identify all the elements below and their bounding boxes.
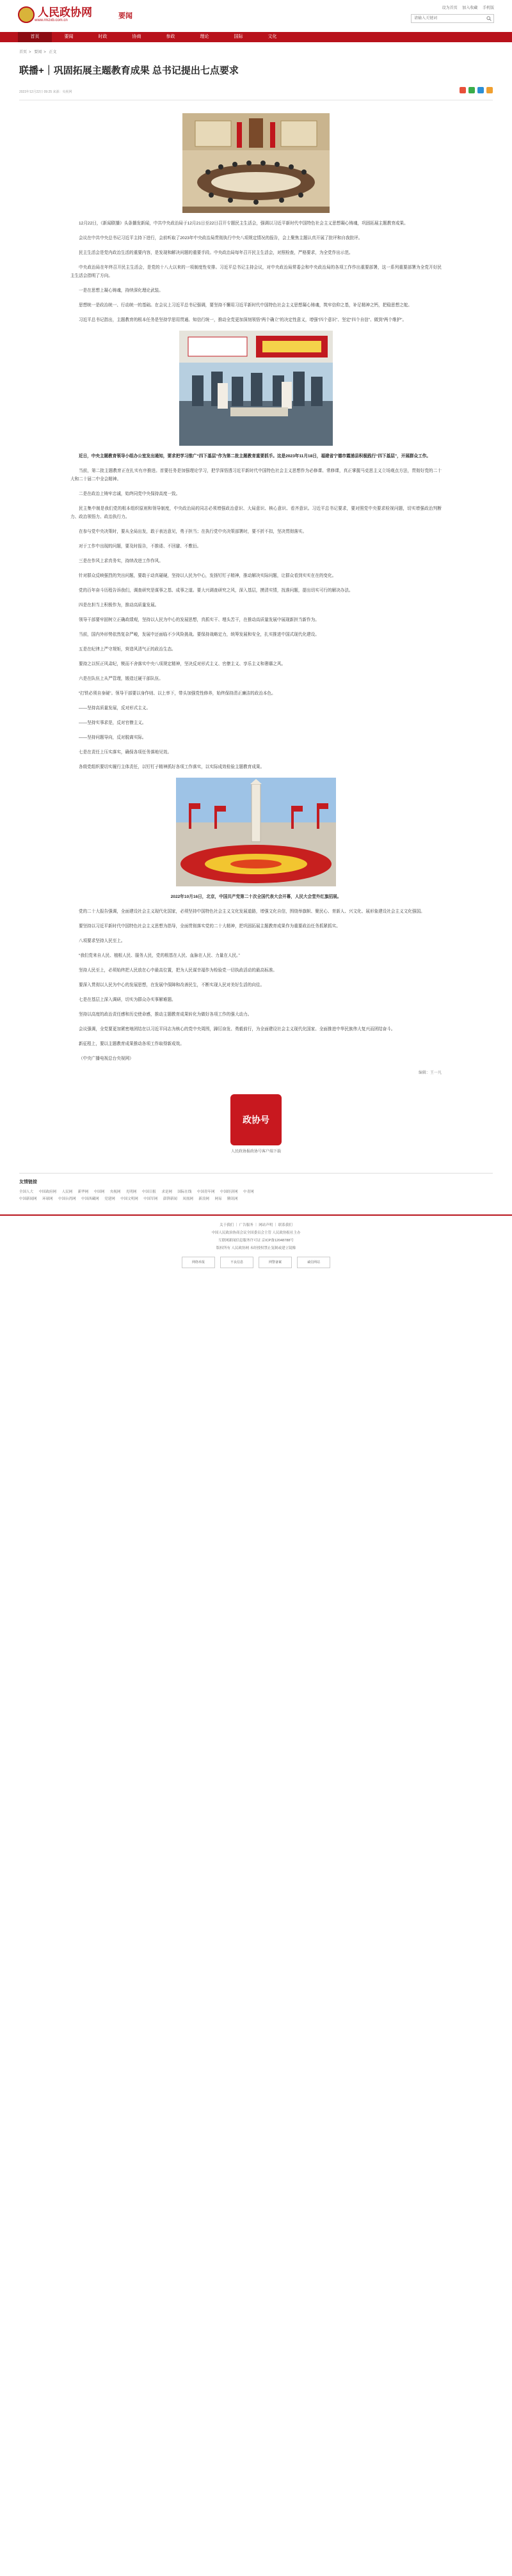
top-link-mobile[interactable]: 手机版 xyxy=(482,6,494,10)
paragraph: 针对群众反映强烈的突出问题，要敢于动真碰硬，坚持以人民为中心，发扬钉钉子精神，推动解决实际问题，让群众看到实实在在的变化。 xyxy=(79,574,337,578)
nav-item-home[interactable]: 首页 xyxy=(18,32,52,42)
search-input[interactable] xyxy=(412,15,484,22)
friend-link[interactable]: 中国军网 xyxy=(143,1197,158,1201)
friend-link[interactable]: 中国文明网 xyxy=(120,1197,138,1201)
nav-item-consult[interactable]: 协商 xyxy=(132,35,141,39)
article-date-source: 2023年12月22日 09:25 来源：央视网 xyxy=(19,90,72,94)
footer-badge[interactable]: 不良信息 xyxy=(220,1257,253,1268)
photo-caption-bold: 近日，中央主题教育领导小组办公室发出通知，要求把学习推广“四下基层”作为第二批主题教育重要抓手。这是2023年11月18日，福建省宁德市霞浦县积极践行“四下基层”，开展群众工作。 xyxy=(79,454,431,459)
emblem-icon xyxy=(18,6,35,23)
article-meta xyxy=(19,90,493,100)
paragraph: 坚持人民至上，必须始终把人民放在心中最高位置，把为人民谋幸福作为检验党一切执政活动的最高标准。 xyxy=(79,968,277,973)
friend-link[interactable]: 新浪网 xyxy=(198,1197,209,1201)
friend-link[interactable]: 央视网 xyxy=(109,1190,121,1194)
site-header xyxy=(0,0,512,32)
nav-item-culture[interactable]: 文化 xyxy=(268,35,277,39)
section-name: 要闻 xyxy=(118,12,132,20)
app-qr-code[interactable]: 政协号 xyxy=(230,1094,282,1145)
nav-item-politics[interactable]: 时政 xyxy=(98,35,108,39)
friend-links-row xyxy=(19,1196,493,1203)
friend-link[interactable]: 环球网 xyxy=(42,1197,53,1201)
site-logo[interactable] xyxy=(18,6,92,23)
top-link-favorite[interactable]: 加入收藏 xyxy=(462,6,478,10)
friend-link[interactable]: 党建网 xyxy=(104,1197,115,1201)
square-flowers-photo xyxy=(176,778,336,886)
friend-link[interactable]: 中国政府网 xyxy=(38,1190,57,1194)
friend-link[interactable]: 全国人大 xyxy=(19,1190,34,1194)
breadcrumb-home[interactable]: 首页 xyxy=(19,51,28,54)
app-download-caption: 人民政协报政协号客户端下载 xyxy=(230,1150,281,1154)
breadcrumb-current: 正文 xyxy=(49,51,57,54)
paragraph: 要坚持以习近平新时代中国特色社会主义思想为指导，全面贯彻落实党的二十大精神，把巩固拓展主题教育成果作为重要政治任务抓紧抓实。 xyxy=(79,924,340,929)
footer-badge[interactable]: 网络举报 xyxy=(182,1257,215,1268)
paragraph: 坚持以高度的政治责任感和历史使命感，推动主题教育成果转化为做好各项工作的强大动力。 xyxy=(79,1012,252,1017)
paragraph: 新征程上，要以主题教育成果推动各项工作取得新成效。 xyxy=(79,1042,184,1046)
app-download[interactable] xyxy=(211,1094,301,1154)
friend-link[interactable]: 中国台湾网 xyxy=(58,1197,76,1201)
paragraph: 思想统一是政治统一、行动统一的基础。在会议上习近平总书记强调，要坚持不懈用习近平新时代中国特色社会主义思想凝心铸魂，筑牢信仰之基，补足精神之钙，把稳思想之舵。 xyxy=(79,303,412,308)
paragraph: 五是在纪律上严守规矩，营造风清气正的政治生态。 xyxy=(79,647,176,652)
paragraph: 二是在政治上铸牢忠诚，始终同党中央保持高度一致。 xyxy=(79,492,180,496)
paragraph: 对于工作中出现的问题，要及时报告，不推诿、不回避、不敷衍。 xyxy=(79,544,202,549)
friend-link[interactable]: 中国日报 xyxy=(141,1190,156,1194)
nav-item-theory[interactable]: 理论 xyxy=(200,35,209,39)
friend-link[interactable]: 凤凰网 xyxy=(182,1197,193,1201)
friend-link[interactable]: 新华网 xyxy=(77,1190,89,1194)
friend-link[interactable]: 人民网 xyxy=(61,1190,73,1194)
breadcrumb: 首页 > 要闻 > 正文 xyxy=(19,51,57,54)
paragraph: 党的百年奋斗历程告诉我们，调查研究是谋事之基、成事之道。要大兴调查研究之风，深入基层，摸清实情，找准问题，提出切实可行的解决办法。 xyxy=(79,588,353,593)
paragraph: 各级党组织要切实履行主体责任，以钉钉子精神抓好各项工作落实，以实际成效检验主题教育成果。 xyxy=(79,765,265,769)
nav-item-news[interactable]: 要闻 xyxy=(64,35,74,39)
paragraph: 要持之以恒正风肃纪，锲而不舍落实中央八项规定精神，坚决反对形式主义、官僚主义、享乐主义和奢靡之风。 xyxy=(79,662,286,666)
meeting-photo xyxy=(182,113,330,213)
paragraph: 会议在中共中央总书记习近平主持下进行，会前听取了2023年中央政治局贯彻执行中央八项规定情况的报告，会上聚焦主题认真开展了批评和自我批评。 xyxy=(79,236,363,240)
friend-link[interactable]: 中国经济网 xyxy=(220,1190,238,1194)
paragraph: 领导干部要牢固树立正确政绩观，坚持以人民为中心的发展思想，真抓实干、埋头苦干，在推动高质量发展中展现新担当新作为。 xyxy=(79,618,319,622)
site-footer xyxy=(0,1214,512,1268)
footer-badge[interactable]: 诚信网站 xyxy=(297,1257,330,1268)
friend-link[interactable]: 国际在线 xyxy=(177,1190,192,1194)
search-icon xyxy=(486,16,492,21)
article-body xyxy=(70,100,442,1154)
paragraph: 习近平总书记指出，主题教育的根本任务是坚持学思用贯通、知信行统一，推动全党更加深刻领悟“两个确立”的决定性意义，增强“四个意识”、坚定“四个自信”、做到“两个维护”。 xyxy=(79,318,407,322)
article-title: 联播+｜巩固拓展主题教育成果 总书记提出七点要求 xyxy=(19,65,239,76)
footer-badge[interactable]: 网警备案 xyxy=(259,1257,292,1268)
footer-badges xyxy=(0,1257,512,1268)
paragraph: 要深入贯彻以人民为中心的发展思想，在发展中保障和改善民生，不断实现人民对美好生活的向往。 xyxy=(79,983,265,987)
paragraph: 在参与党中央决策时，要从全局出发，敢于表达意见，勇于担当；在执行党中央决策部署时，要不折不扣，坚决贯彻落实。 xyxy=(79,530,307,534)
paragraph: “我们党来自人民、植根人民、服务人民，党的根基在人民、血脉在人民、力量在人民。” xyxy=(79,954,240,958)
paragraph: 三是在作风上求真务实，持续改进工作作风。 xyxy=(79,559,163,563)
paragraph: ——坚持高质量发展，反对形式主义。 xyxy=(79,706,151,711)
friend-links-row xyxy=(19,1189,493,1196)
friend-link[interactable]: 中国西藏网 xyxy=(81,1197,99,1201)
paragraph: 12月22日，《新闻联播》头条播发新闻，中共中央政治局于12月21日至22日召开专题民主生活会，强调以习近平新时代中国特色社会主义思想凝心铸魂，巩固拓展主题教育成果。 xyxy=(79,221,408,226)
footer-nav-links[interactable]: 关于我们 ｜ 广告服务 ｜ 网站声明 ｜ 联系我们 xyxy=(220,1223,292,1227)
friend-link[interactable]: 腾讯网 xyxy=(227,1197,238,1201)
footer-copyright: 版权所有 人民政协网 未经授权禁止复制或建立镜像 xyxy=(216,1246,296,1250)
friend-link[interactable]: 光明网 xyxy=(125,1190,137,1194)
outdoor-event-photo xyxy=(179,331,333,446)
paragraph: “打铁必须自身硬”。领导干部要以身作则、以上率下，带头加强党性修养，始终保持清正廉洁的政治本色。 xyxy=(79,691,276,696)
friend-links xyxy=(19,1173,493,1203)
article-source: （中央广播电视总台央视网） xyxy=(79,1056,134,1061)
friend-links-title: 友情链接 xyxy=(19,1180,37,1184)
friend-link[interactable]: 网易 xyxy=(214,1197,222,1201)
qq-share-icon[interactable] xyxy=(477,87,484,93)
paragraph: 中央政治局在年终召开民主生活会，是党的十八大以来的一项制度性安排。习近平总书记主持会议，对中央政治局常委会和中央政治局的各项工作作出重要部署，这一系列重要部署为全党开好民主生活会指明了方向。 xyxy=(70,265,442,278)
site-url: www.rmzxb.com.cn xyxy=(35,18,68,22)
wechat-share-icon[interactable] xyxy=(468,87,475,93)
friend-link[interactable]: 澎湃新闻 xyxy=(163,1197,177,1201)
friend-link[interactable]: 中国新闻网 xyxy=(19,1197,37,1201)
qzone-share-icon[interactable] xyxy=(486,87,493,93)
paragraph: 当前，第二批主题教育正在扎实有序推进。首要任务是加强理论学习，把学深悟透习近平新时代中国特色社会主义思想作为必修课、常修课，真正掌握马克思主义立场观点方法，贯彻好党的二十大和二十届二中全会精神。 xyxy=(70,469,442,482)
search-box xyxy=(411,14,494,23)
paragraph: 民主集中制是我们党的根本组织原则和领导制度，中央政治局的同志必须增强政治意识、大局意识、核心意识、看齐意识。习近平总书记要求，要对照党中央要求检视问题，切实增强政治判断力、政治领悟力、政治执行力。 xyxy=(70,507,442,519)
main-nav xyxy=(0,32,512,42)
friend-link[interactable]: 中国网 xyxy=(93,1190,105,1194)
paragraph: 四是在担当上积极作为，推动高质量发展。 xyxy=(79,603,159,608)
top-links xyxy=(438,4,494,10)
nav-item-international[interactable]: 国际 xyxy=(234,35,243,39)
article-editor: 编辑：王一凡 xyxy=(418,1071,442,1075)
weibo-share-icon[interactable] xyxy=(460,87,466,93)
share-bar xyxy=(457,87,493,93)
paragraph: 当前，国内外形势依然复杂严峻，发展中还面临不少风险挑战。要保持战略定力，统筹发展和安全，扎实推进中国式现代化建设。 xyxy=(79,632,319,637)
nav-item-participate[interactable]: 参政 xyxy=(166,35,175,39)
paragraph: 一是在思想上凝心铸魂，持续深化理论武装。 xyxy=(79,288,163,293)
search-button[interactable] xyxy=(484,15,493,22)
breadcrumb-section[interactable]: 要闻 xyxy=(34,51,42,54)
paragraph: 八项要求坚持人民至上。 xyxy=(79,939,125,943)
friend-link[interactable]: 中青网 xyxy=(243,1190,254,1194)
friend-link[interactable]: 求是网 xyxy=(161,1190,172,1194)
paragraph: ——坚持问题导向，反对脱离实际。 xyxy=(79,735,147,740)
top-link-home[interactable]: 设为首页 xyxy=(442,6,458,10)
site-name: 人民政协网 xyxy=(38,6,92,19)
paragraph: 七是在责任上压实落实，确保各项任务落地见效。 xyxy=(79,750,172,755)
paragraph: ——坚持实事求是，反对官僚主义。 xyxy=(79,721,147,725)
friend-link[interactable]: 中国青年网 xyxy=(196,1190,215,1194)
paragraph: 会议强调，全党要更加紧密地团结在以习近平同志为核心的党中央周围，踔厉奋发、勇毅前行，为全面建设社会主义现代化国家、全面推进中华民族伟大复兴而团结奋斗。 xyxy=(79,1027,396,1032)
footer-license: 互联网新闻信息服务许可证 京ICP备12048788号 xyxy=(218,1239,294,1243)
paragraph: 党的二十大报告强调，全面建设社会主义现代化国家，必须坚持中国特色社会主义文化发展道路，增强文化自信，围绕举旗帜、聚民心、育新人、兴文化、展形象建设社会主义文化强国。 xyxy=(79,909,425,914)
photo-caption: 2022年10月16日，北京，中国共产党第二十次全国代表大会开幕，人民大会堂外红旗招展。 xyxy=(170,895,342,899)
paragraph: 七是在基层上深入调研，切实为群众办实事解难题。 xyxy=(79,998,176,1002)
footer-sponsor: 中国人民政治协商会议全国委员会主管 人民政协报社主办 xyxy=(211,1231,301,1235)
paragraph: 六是在队伍上从严管理，锻造过硬干部队伍。 xyxy=(79,677,163,681)
paragraph: 民主生活会是党内政治生活的重要内容，是发现和解决问题的重要手段。中央政治局每年召开民主生活会，对照检查，严格要求，为全党作出示范。 xyxy=(79,251,353,255)
